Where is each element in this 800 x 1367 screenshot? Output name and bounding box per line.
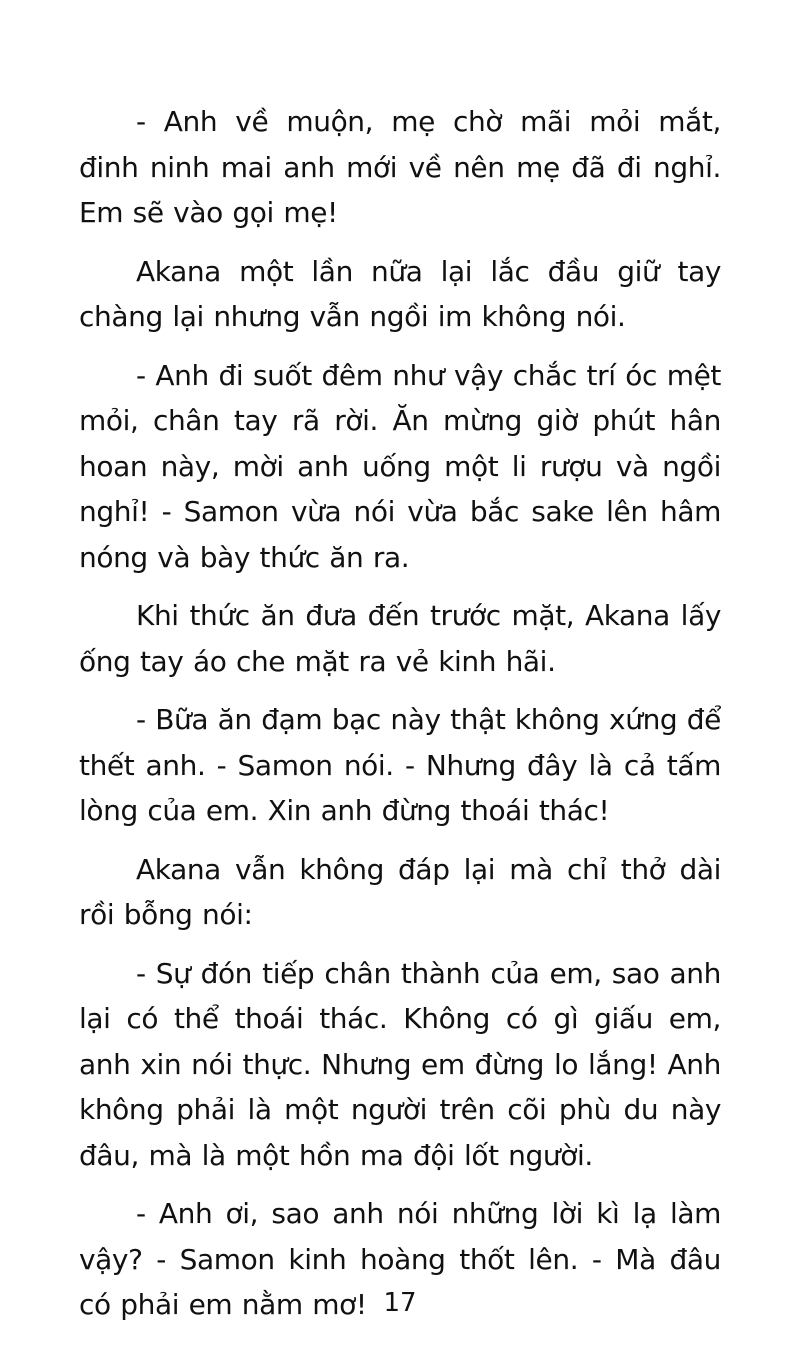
paragraph-5: - Bữa ăn đạm bạc này thật không xứng để thết anh. - Samon nói. - Nhưng đây là cả tấm lòng của em. Xin anh đừng thoái thác! [79, 703, 721, 827]
paragraph-1: - Anh về muộn, mẹ chờ mãi mỏi mắt, đinh ninh mai anh mới về nên mẹ đã đi nghỉ. Em sẽ vào gọi mẹ! [79, 105, 721, 229]
paragraph-3: - Anh đi suốt đêm như vậy chắc trí óc mệt mỏi, chân tay rã rời. Ăn mừng giờ phút hân hoan này, mời anh uống một li rượu và ngồi nghỉ! - Samon vừa nói vừa bắc sake lên hâm nóng và bày thức ăn ra. [79, 358, 721, 574]
paragraph-2: Akana một lần nữa lại lắc đầu giữ tay chàng lại nhưng vẫn ngồi im không nói. [79, 254, 721, 333]
page-body-text [79, 99, 721, 1341]
page-number: 17 [383, 1288, 417, 1318]
paragraph-8: - Anh ơi, sao anh nói những lời kì lạ làm vậy? - Samon kinh hoàng thốt lên. - Mà đâu có phải em nằm mơ! [79, 1197, 721, 1321]
paragraph-6: Akana vẫn không đáp lại mà chỉ thở dài rồi bỗng nói: [79, 852, 721, 931]
paragraph-7: - Sự đón tiếp chân thành của em, sao anh lại có thể thoái thác. Không có gì giấu em, anh xin nói thực. Nhưng em đừng lo lắng! Anh không phải là một người trên cõi phù du này đâu, mà là một hồn ma đội lốt người. [79, 956, 721, 1172]
paragraph-4: Khi thức ăn đưa đến trước mặt, Akana lấy ống tay áo che mặt ra vẻ kinh hãi. [79, 599, 721, 678]
